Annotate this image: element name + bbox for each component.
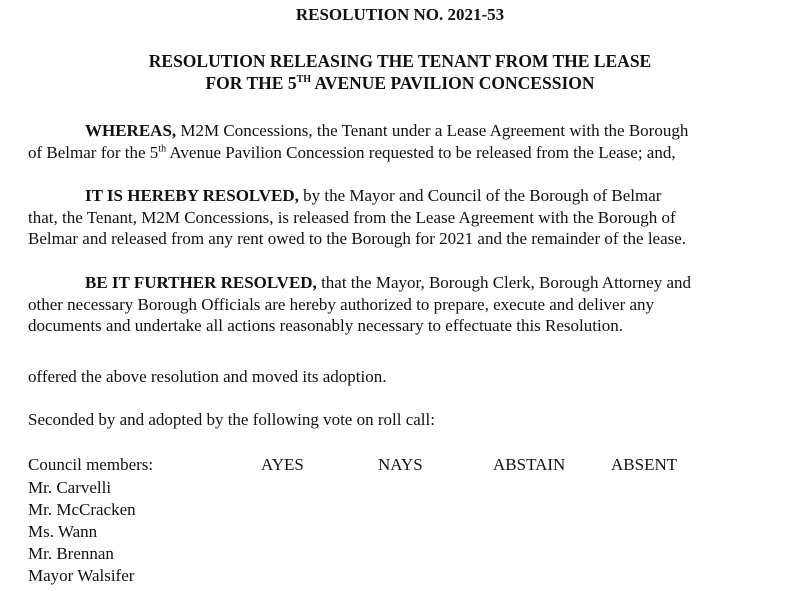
- resolved-line3: Belmar and released from any rent owed to the Borough for 2021 and the remainder of the lease.: [28, 229, 687, 248]
- further-line2: other necessary Borough Officials are hereby authorized to prepare, execute and deliver any: [28, 294, 655, 314]
- council-member: Mr. McCracken: [28, 500, 136, 519]
- column-nays: NAYS: [378, 455, 423, 474]
- whereas-line2: [28, 142, 788, 164]
- whereas-paragraph: [28, 120, 788, 163]
- column-abstain: ABSTAIN: [493, 455, 566, 474]
- resolution-number: RESOLUTION NO. 2021-53: [295, 5, 505, 24]
- resolved-paragraph: [28, 185, 788, 250]
- heading-line2-sup: TH: [296, 74, 312, 86]
- whereas-line1-text: M2M Concessions, the Tenant under a Lease Agreement with the Borough: [176, 121, 689, 140]
- council-member: Ms. Wann: [28, 522, 98, 541]
- council-member: Mr. Carvelli: [28, 478, 112, 497]
- resolved-line1: [28, 185, 788, 207]
- further-lead: BE IT FURTHER RESOLVED,: [85, 273, 317, 292]
- whereas-lead: WHEREAS,: [85, 121, 177, 140]
- column-absent: ABSENT: [611, 455, 678, 474]
- resolved-line2: that, the Tenant, M2M Concessions, is released from the Lease Agreement with the Borough of: [28, 207, 676, 227]
- heading-line2-post: AVENUE PAVILION CONCESSION: [311, 73, 595, 93]
- council-members-label: Council members:: [28, 455, 154, 474]
- council-member: Mr. Brennan: [28, 544, 114, 563]
- whereas-line2-pre: of Belmar for the 5: [28, 142, 159, 162]
- resolution-heading-line1: RESOLUTION RELEASING THE TENANT FROM THE LEASE: [148, 51, 652, 71]
- column-ayes: AYES: [261, 455, 304, 474]
- resolution-heading-line2: [0, 73, 800, 94]
- further-line3: documents and undertake all actions reasonably necessary to effectuate this Resolution.: [28, 316, 623, 335]
- resolved-line1-text: by the Mayor and Council of the Borough of Belmar: [298, 186, 662, 205]
- council-member: Mayor Walsifer: [28, 566, 135, 585]
- seconded-line: Seconded by and adopted by the following vote on roll call:: [28, 410, 435, 429]
- further-line1: [28, 272, 788, 294]
- further-paragraph: [28, 272, 788, 337]
- whereas-line2-sup: th: [158, 142, 167, 154]
- vote-table-header: [28, 455, 768, 477]
- resolved-lead: IT IS HEREBY RESOLVED,: [85, 186, 299, 205]
- whereas-line2-post: Avenue Pavilion Concession requested to be released from the Lease; and,: [166, 142, 676, 162]
- council-member-list: [28, 477, 136, 587]
- further-line1-text: that the Mayor, Borough Clerk, Borough Attorney and: [316, 273, 692, 292]
- whereas-line1: [28, 120, 788, 142]
- heading-line2-pre: FOR THE 5: [205, 73, 297, 93]
- offered-line: offered the above resolution and moved its adoption.: [28, 367, 387, 386]
